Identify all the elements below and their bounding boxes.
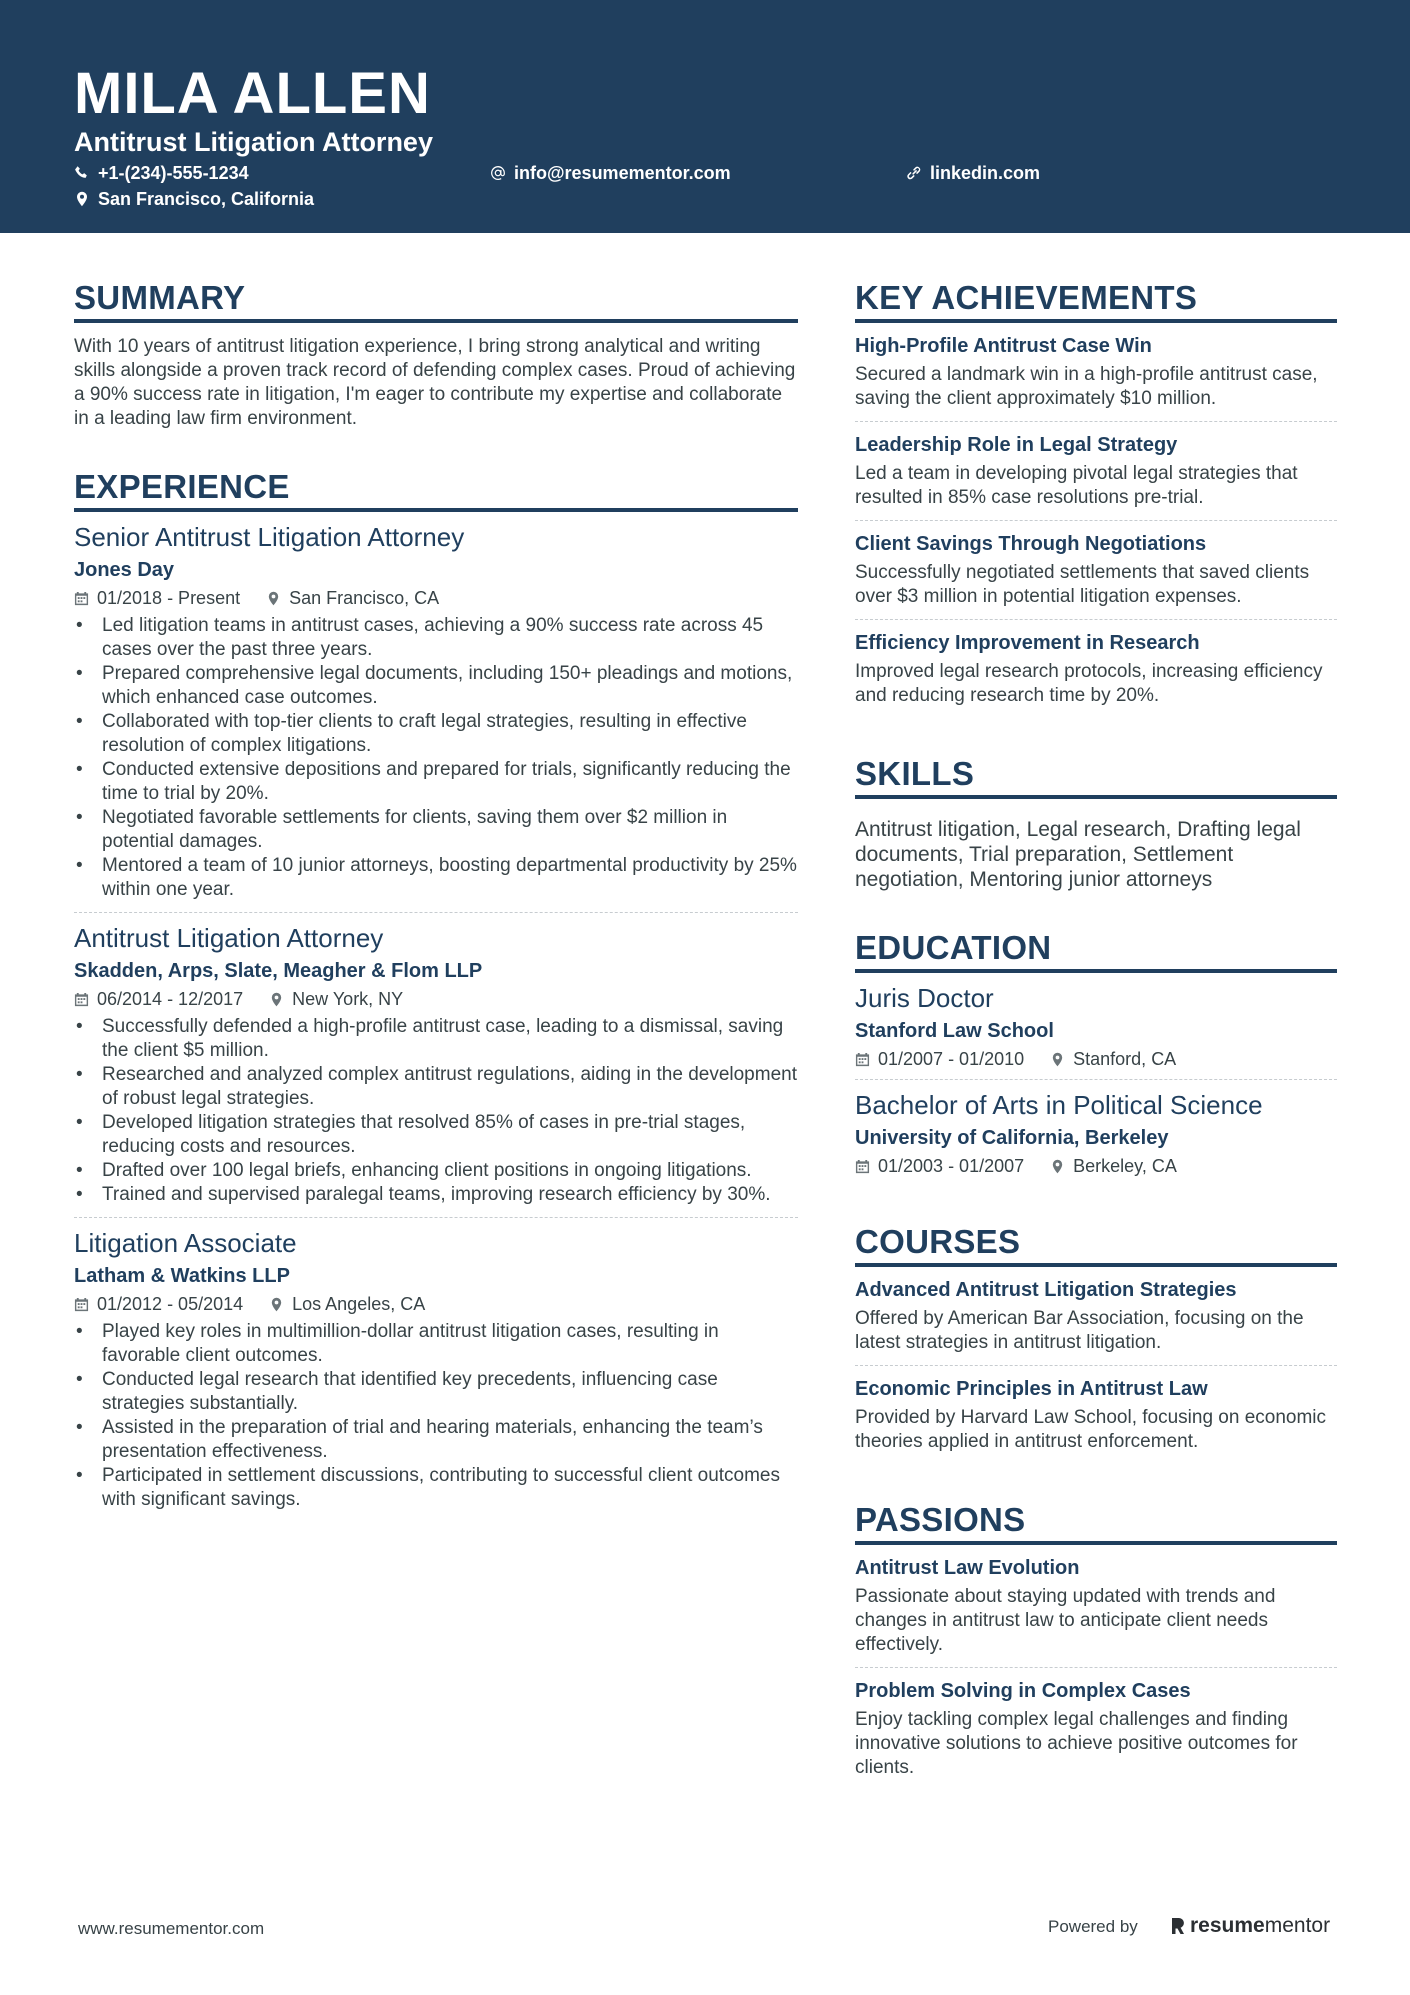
achievement-title: Client Savings Through Negotiations — [855, 533, 1207, 555]
candidate-title: Antitrust Litigation Attorney — [74, 127, 433, 157]
education-dates: 01/2007 - 01/2010 — [878, 1049, 1025, 1069]
skills-text: Antitrust litigation, Legal research, Drafting legal documents, Trial preparation, Settlement negotiation, Mentoring junior attorneys — [855, 818, 1301, 891]
education-dates: 01/2003 - 01/2007 — [878, 1156, 1025, 1176]
job-bullet: • Conducted legal research that identified key precedents, influencing case strategies substantially. — [74, 1368, 798, 1416]
job-location — [269, 987, 403, 1011]
contact-email-text: info@resumementor.com — [514, 163, 731, 183]
job-company: Skadden, Arps, Slate, Meagher & Flom LLP — [74, 960, 483, 982]
education-location-text: Stanford, CA — [1073, 1049, 1177, 1069]
job-entry — [74, 520, 798, 913]
job-location — [269, 1292, 425, 1316]
at-sign-icon — [490, 165, 506, 181]
courses-heading: COURSES — [855, 1222, 1337, 1267]
job-company: Jones Day — [74, 559, 175, 581]
job-bullet: • Drafted over 100 legal briefs, enhancing client positions in ongoing litigations. — [74, 1159, 798, 1183]
job-dates: 01/2012 - 05/2014 — [97, 1294, 244, 1314]
job-title: Antitrust Litigation Attorney — [74, 923, 384, 953]
brand-name-light: mentor — [1264, 1914, 1331, 1937]
job-bullet: • Participated in settlement discussions, contributing to successful client outcomes with significant savings. — [74, 1464, 798, 1512]
education-degree: Juris Doctor — [855, 983, 994, 1013]
achievement-title: High-Profile Antitrust Case Win — [855, 335, 1152, 357]
course-desc: Offered by American Bar Association, focusing on the latest strategies in antitrust litigation. — [855, 1308, 1304, 1353]
right-column — [855, 278, 1337, 1826]
job-entry — [74, 921, 798, 1218]
job-bullet: • Conducted extensive depositions and prepared for trials, significantly reducing the time to trial by 20%. — [74, 758, 798, 806]
job-bullets — [74, 1320, 798, 1512]
skills-section — [855, 754, 1337, 892]
calendar-icon — [74, 591, 89, 606]
job-meta — [74, 987, 798, 1011]
achievement-item — [855, 422, 1337, 521]
course-item — [855, 1366, 1337, 1464]
experience-section — [74, 467, 798, 1522]
map-pin-icon — [1050, 1159, 1065, 1174]
course-item — [855, 1267, 1337, 1366]
job-title: Senior Antitrust Litigation Attorney — [74, 522, 465, 552]
course-desc: Provided by Harvard Law School, focusing on economic theories applied in antitrust enforcement. — [855, 1407, 1327, 1452]
phone-icon — [74, 165, 90, 181]
job-bullets — [74, 614, 798, 902]
achievement-item — [855, 323, 1337, 422]
contact-phone-text: +1-(234)-555-1234 — [98, 163, 249, 183]
course-title: Economic Principles in Antitrust Law — [855, 1378, 1208, 1400]
education-degree: Bachelor of Arts in Political Science — [855, 1090, 1263, 1120]
achievements-section — [855, 278, 1337, 718]
resume-header — [0, 0, 1410, 233]
calendar-icon — [855, 1052, 870, 1067]
job-bullets — [74, 1015, 798, 1207]
courses-section — [855, 1222, 1337, 1464]
achievement-item — [855, 521, 1337, 620]
education-location — [1050, 1154, 1177, 1178]
contact-location — [74, 187, 314, 211]
job-bullet: • Collaborated with top-tier clients to craft legal strategies, resulting in effective resolution of complex litigations. — [74, 710, 798, 758]
candidate-name: MILA ALLEN — [74, 61, 431, 126]
contact-linkedin[interactable] — [906, 161, 1040, 185]
passion-desc: Enjoy tackling complex legal challenges and finding innovative solutions to achieve positive outcomes for clients. — [855, 1709, 1298, 1778]
education-school: University of California, Berkeley — [855, 1127, 1169, 1149]
education-heading: EDUCATION — [855, 928, 1337, 973]
education-school: Stanford Law School — [855, 1020, 1054, 1042]
achievement-desc: Successfully negotiated settlements that saved clients over $3 million in potential litigation expenses. — [855, 562, 1310, 607]
skills-heading: SKILLS — [855, 754, 1337, 799]
achievement-desc: Led a team in developing pivotal legal strategies that resulted in 85% case resolutions pre-trial. — [855, 463, 1298, 508]
left-column — [74, 278, 798, 1558]
job-title: Litigation Associate — [74, 1228, 297, 1258]
contact-phone[interactable] — [74, 161, 249, 185]
achievements-heading: KEY ACHIEVEMENTS — [855, 278, 1337, 323]
calendar-icon — [74, 992, 89, 1007]
job-dates: 01/2018 - Present — [97, 588, 241, 608]
contact-location-text: San Francisco, California — [98, 189, 315, 209]
map-pin-icon — [74, 191, 90, 207]
map-pin-icon — [1050, 1052, 1065, 1067]
job-meta — [74, 1292, 798, 1316]
job-meta — [74, 586, 798, 610]
job-location-text: New York, NY — [292, 989, 404, 1009]
brand-name-bold: resume — [1190, 1914, 1265, 1937]
job-bullet: • Assisted in the preparation of trial and hearing materials, enhancing the team’s presentation effectiveness. — [74, 1416, 798, 1464]
job-location — [266, 586, 439, 610]
achievement-title: Efficiency Improvement in Research — [855, 632, 1200, 654]
job-location-text: Los Angeles, CA — [292, 1294, 426, 1314]
job-bullet: • Played key roles in multimillion-dollar antitrust litigation cases, resulting in favorable client outcomes. — [74, 1320, 798, 1368]
summary-section — [74, 278, 798, 431]
job-bullet: • Successfully defended a high-profile antitrust case, leading to a dismissal, saving the client $5 million. — [74, 1015, 798, 1063]
passion-item — [855, 1545, 1337, 1668]
experience-heading: EXPERIENCE — [74, 467, 798, 512]
job-location-text: San Francisco, CA — [289, 588, 440, 608]
job-bullet: • Trained and supervised paralegal teams, improving research efficiency by 30%. — [74, 1183, 798, 1207]
map-pin-icon — [269, 992, 284, 1007]
footer-brand-logo[interactable] — [1170, 1913, 1330, 1939]
calendar-icon — [74, 1297, 89, 1312]
contact-email[interactable] — [490, 161, 731, 185]
passion-title: Antitrust Law Evolution — [855, 1557, 1080, 1579]
job-entry — [74, 1226, 798, 1522]
education-section — [855, 928, 1337, 1186]
education-meta — [855, 1047, 1337, 1071]
education-meta — [855, 1154, 1337, 1178]
achievement-desc: Improved legal research protocols, increasing efficiency and reducing research time by 20%. — [855, 661, 1323, 706]
job-company: Latham & Watkins LLP — [74, 1265, 290, 1287]
education-entry — [855, 981, 1337, 1080]
education-entry — [855, 1088, 1337, 1186]
job-bullet: • Led litigation teams in antitrust cases, achieving a 90% success rate across 45 cases over the past three years. — [74, 614, 798, 662]
calendar-icon — [855, 1159, 870, 1174]
footer-powered-by: Powered by — [1048, 1917, 1138, 1936]
passions-section — [855, 1500, 1337, 1790]
passions-heading: PASSIONS — [855, 1500, 1337, 1545]
achievement-desc: Secured a landmark win in a high-profile antitrust case, saving the client approximately $10 million. — [855, 364, 1318, 409]
brand-mark-icon — [1170, 1916, 1186, 1936]
job-dates: 06/2014 - 12/2017 — [97, 989, 244, 1009]
education-location-text: Berkeley, CA — [1073, 1156, 1177, 1176]
passion-title: Problem Solving in Complex Cases — [855, 1680, 1191, 1702]
contact-linkedin-text: linkedin.com — [930, 163, 1041, 183]
map-pin-icon — [269, 1297, 284, 1312]
job-bullet: • Negotiated favorable settlements for clients, saving them over $2 million in potential damages. — [74, 806, 798, 854]
summary-text: With 10 years of antitrust litigation experience, I bring strong analytical and writing skills alongside a proven track record of defending complex cases. Proud of achieving a 90% success rate in litigation, I'm eager to contribute my expertise and collaborate in a leading law firm environment. — [74, 336, 796, 429]
achievement-item — [855, 620, 1337, 718]
link-icon — [906, 165, 922, 181]
course-title: Advanced Antitrust Litigation Strategies — [855, 1279, 1237, 1301]
map-pin-icon — [266, 591, 281, 606]
passion-desc: Passionate about staying updated with trends and changes in antitrust law to anticipate client needs effectively. — [855, 1586, 1276, 1655]
summary-heading: SUMMARY — [74, 278, 798, 323]
achievement-title: Leadership Role in Legal Strategy — [855, 434, 1178, 456]
passion-item — [855, 1668, 1337, 1790]
footer-website[interactable]: www.resumementor.com — [78, 1919, 265, 1938]
job-bullet: • Prepared comprehensive legal documents, including 150+ pleadings and motions, which enhanced case outcomes. — [74, 662, 798, 710]
job-bullet: • Researched and analyzed complex antitrust regulations, aiding in the development of robust legal strategies. — [74, 1063, 798, 1111]
job-bullet: • Developed litigation strategies that resolved 85% of cases in pre-trial stages, reducing costs and resources. — [74, 1111, 798, 1159]
job-bullet: • Mentored a team of 10 junior attorneys, boosting departmental productivity by 25% within one year. — [74, 854, 798, 902]
education-location — [1050, 1047, 1176, 1071]
